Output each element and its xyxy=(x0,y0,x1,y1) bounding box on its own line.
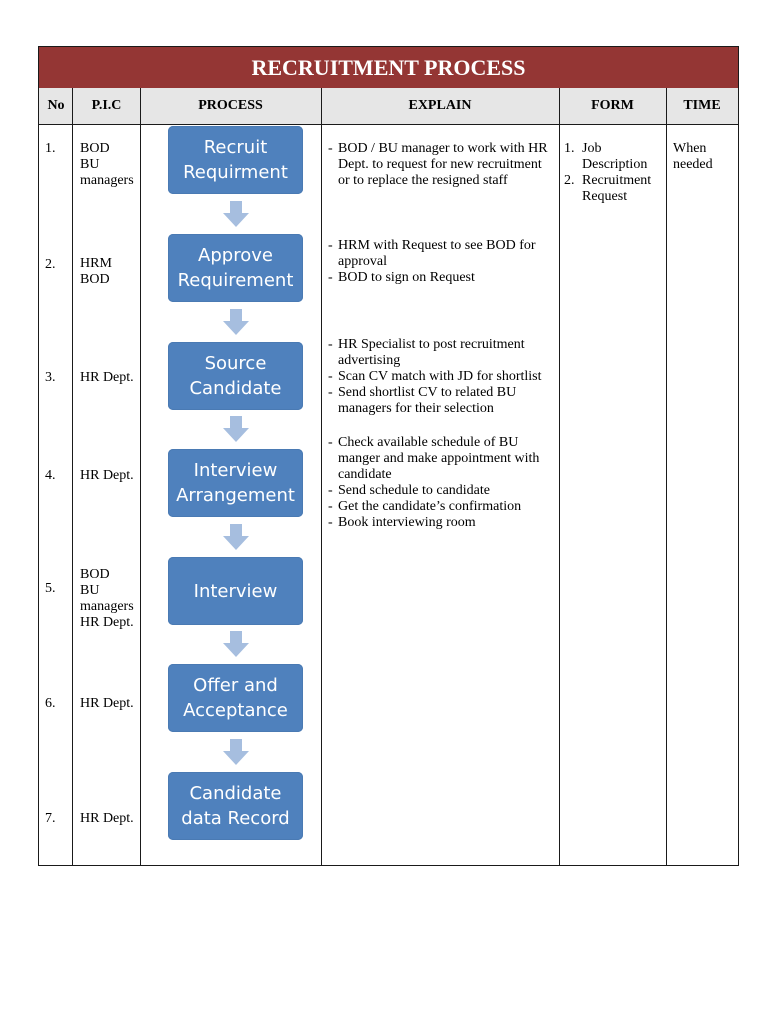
step-label: data Record xyxy=(181,808,290,829)
form-list xyxy=(564,141,664,205)
pic-line: managers xyxy=(80,599,134,614)
pic-line: BOD xyxy=(80,567,110,582)
step-label: Source xyxy=(204,353,267,374)
step-label: Acceptance xyxy=(183,700,288,721)
step-label: Requirement xyxy=(177,270,294,291)
time-line: When xyxy=(673,141,707,156)
row-number: 3. xyxy=(45,370,56,385)
header-no: No xyxy=(47,98,65,113)
step-label: Candidate xyxy=(189,378,282,399)
step-label: Interview xyxy=(193,460,278,481)
pic-cell xyxy=(80,141,134,189)
step-label: Approve xyxy=(198,245,273,266)
header-row xyxy=(39,88,738,125)
pic-line: BOD xyxy=(80,272,110,287)
explain-cell xyxy=(326,141,556,189)
down-arrow-icon xyxy=(223,416,249,442)
column-divider xyxy=(559,88,560,865)
header-time: TIME xyxy=(683,98,721,113)
process-step-offer-acceptance xyxy=(168,664,303,732)
down-arrow-icon xyxy=(223,309,249,335)
form-item xyxy=(564,141,664,173)
process-step-interview xyxy=(168,557,303,625)
process-step-recruit-requirement xyxy=(168,126,303,194)
form-item-number: 1. xyxy=(564,141,575,156)
pic-line: HR Dept. xyxy=(80,811,134,826)
pic-cell xyxy=(80,370,134,386)
row-number: 2. xyxy=(45,257,56,272)
form-item-text: Recruitment Request xyxy=(582,173,652,204)
time-cell xyxy=(673,141,733,173)
pic-cell xyxy=(80,468,134,484)
form-item-text: Job Description xyxy=(582,141,648,172)
step-label: Candidate xyxy=(189,783,282,804)
explain-item: - HR Specialist to post recruitment advertising xyxy=(326,337,556,369)
pic-cell xyxy=(80,256,112,288)
process-step-source-candidate xyxy=(168,342,303,410)
column-divider xyxy=(321,88,322,865)
explain-item: - Book interviewing room xyxy=(326,515,556,531)
pic-line: HR Dept. xyxy=(80,615,134,630)
down-arrow-icon xyxy=(223,631,249,657)
time-line: needed xyxy=(673,157,713,172)
process-step-interview-arrangement xyxy=(168,449,303,517)
step-label: Recruit xyxy=(203,137,268,158)
pic-line: HR Dept. xyxy=(80,696,134,711)
header-form: FORM xyxy=(591,98,634,113)
process-step-candidate-data-record xyxy=(168,772,303,840)
down-arrow-icon xyxy=(223,524,249,550)
pic-cell xyxy=(80,696,134,712)
explain-item: - Check available schedule of BU manger and make appointment with candidate xyxy=(326,435,556,483)
down-arrow-icon xyxy=(223,739,249,765)
explain-cell xyxy=(326,337,556,417)
process-step-approve-requirement xyxy=(168,234,303,302)
row-number: 7. xyxy=(45,811,56,826)
header-explain: EXPLAIN xyxy=(408,98,472,113)
form-item-number: 2. xyxy=(564,173,575,188)
pic-line: managers xyxy=(80,173,134,188)
explain-cell xyxy=(326,435,556,531)
table-title: RECRUITMENT PROCESS xyxy=(39,47,738,89)
column-divider xyxy=(666,88,667,865)
column-divider xyxy=(72,88,73,865)
row-number: 5. xyxy=(45,581,56,596)
explain-cell xyxy=(326,238,556,286)
explain-item: - Send schedule to candidate xyxy=(326,483,556,499)
step-label: Arrangement xyxy=(176,485,295,506)
row-number: 6. xyxy=(45,696,56,711)
pic-cell xyxy=(80,567,134,631)
pic-line: HR Dept. xyxy=(80,468,134,483)
recruitment-process-table xyxy=(38,46,739,866)
header-process: PROCESS xyxy=(198,98,263,113)
pic-line: BU xyxy=(80,157,100,172)
explain-item: - Get the candidate’s confirmation xyxy=(326,499,556,515)
form-item xyxy=(564,173,664,205)
step-label: Requirment xyxy=(183,162,288,183)
explain-item: - BOD to sign on Request xyxy=(326,270,556,286)
down-arrow-icon xyxy=(223,201,249,227)
pic-line: BOD xyxy=(80,141,110,156)
explain-item: - Send shortlist CV to related BU managers for their selection xyxy=(326,385,556,417)
row-number: 4. xyxy=(45,468,56,483)
step-label: Offer and xyxy=(193,675,278,696)
explain-item: - Scan CV match with JD for shortlist xyxy=(326,369,556,385)
explain-item: - BOD / BU manager to work with HR Dept. to request for new recruitment or to replace the resigned staff xyxy=(326,141,556,189)
pic-line: HR Dept. xyxy=(80,370,134,385)
step-label: Interview xyxy=(193,580,278,602)
pic-line: BU xyxy=(80,583,100,598)
header-pic: P.I.C xyxy=(91,98,122,113)
pic-line: HRM xyxy=(80,256,112,271)
explain-item: - HRM with Request to see BOD for approval xyxy=(326,238,556,270)
column-divider xyxy=(140,88,141,865)
pic-cell xyxy=(80,811,134,827)
row-number: 1. xyxy=(45,141,56,156)
